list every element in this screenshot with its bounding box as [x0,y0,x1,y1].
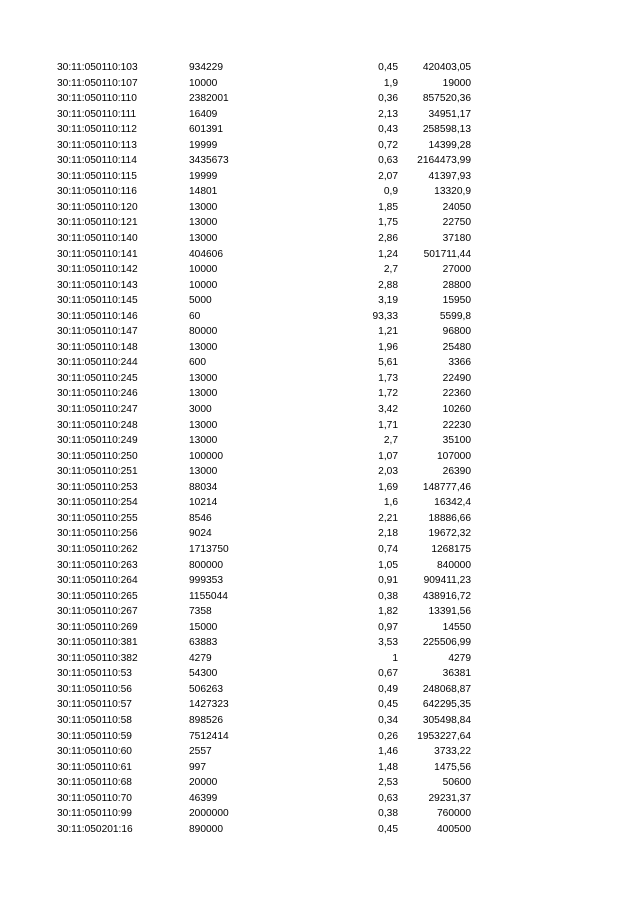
cadastral-number-cell: 30:11:050110:68 [57,777,132,789]
cadastral-number-cell: 30:11:050110:269 [57,621,138,633]
unit-price-cell: 0,63 [378,155,398,167]
unit-price-cell: 1,71 [378,419,398,431]
quantity-cell: 898526 [189,714,223,726]
cadastral-number-cell: 30:11:050110:244 [57,357,138,369]
total-value-cell: 501711,44 [423,248,471,260]
unit-price-cell: 1 [392,652,398,664]
cadastral-number-cell: 30:11:050110:120 [57,201,138,213]
quantity-cell: 100000 [189,450,223,462]
total-value-cell: 22230 [442,419,471,431]
unit-price-cell: 5,61 [378,357,398,369]
total-value-cell: 24050 [442,201,471,213]
table-row [0,418,640,434]
quantity-cell: 1427323 [189,699,229,711]
unit-price-cell: 0,91 [378,575,398,587]
quantity-cell: 1155044 [189,590,228,602]
unit-price-cell: 2,53 [378,777,398,789]
total-value-cell: 305498,84 [422,714,471,726]
unit-price-cell: 2,21 [378,512,398,524]
quantity-cell: 4279 [189,652,212,664]
table-row [0,666,640,682]
total-value-cell: 22360 [442,388,471,400]
table-row [0,340,640,356]
unit-price-cell: 2,13 [378,108,398,120]
total-value-cell: 34951,17 [428,108,471,120]
total-value-cell: 13391,56 [428,606,471,618]
table-row [0,153,640,169]
quantity-cell: 2000000 [189,808,229,820]
cadastral-number-cell: 30:11:050110:111 [57,108,137,120]
table-row [0,386,640,402]
unit-price-cell: 1,07 [378,450,398,462]
quantity-cell: 19999 [189,170,218,182]
table-row [0,402,640,418]
unit-price-cell: 0,9 [383,186,398,198]
quantity-cell: 15000 [189,621,218,633]
cadastral-number-cell: 30:11:050110:143 [57,279,138,291]
table-row [0,620,640,636]
table-row [0,138,640,154]
cadastral-number-cell: 30:11:050110:142 [57,264,138,276]
unit-price-cell: 2,03 [378,466,398,478]
table-row [0,76,640,92]
cadastral-number-cell: 30:11:050110:245 [57,372,138,384]
cadastral-number-cell: 30:11:050110:145 [57,295,138,307]
quantity-cell: 14801 [189,186,218,198]
table-row [0,558,640,574]
total-value-cell: 420403,05 [422,62,471,73]
total-value-cell: 22750 [442,217,471,229]
total-value-cell: 10260 [442,404,471,416]
table-row [0,231,640,247]
quantity-cell: 63883 [189,637,218,649]
table-row [0,355,640,371]
unit-price-cell: 3,42 [378,404,398,416]
cadastral-number-cell: 30:11:050110:147 [57,326,138,338]
unit-price-cell: 0,67 [378,668,398,680]
unit-price-cell: 2,86 [378,233,398,245]
cadastral-number-cell: 30:11:050110:253 [57,481,138,493]
total-value-cell: 22490 [442,372,471,384]
total-value-cell: 5599,8 [439,310,471,322]
quantity-cell: 8546 [189,512,212,524]
table-row [0,822,640,838]
unit-price-cell: 93,33 [372,310,398,322]
cadastral-number-cell: 30:11:050110:381 [57,637,138,649]
total-value-cell: 1953227,64 [417,730,471,742]
table-row [0,122,640,138]
total-value-cell: 3366 [448,357,471,369]
cadastral-number-cell: 30:11:050110:382 [57,652,138,664]
quantity-cell: 13000 [189,419,218,431]
quantity-cell: 13000 [189,217,218,229]
table-row [0,697,640,713]
cadastral-number-cell: 30:11:050110:267 [57,606,138,618]
cadastral-number-cell: 30:11:050110:247 [57,404,138,416]
table-row [0,604,640,620]
table-row [0,200,640,216]
total-value-cell: 28800 [442,279,471,291]
table-row [0,324,640,340]
unit-price-cell: 3,53 [378,637,398,649]
unit-price-cell: 2,18 [378,528,398,540]
quantity-cell: 19999 [189,139,218,151]
cadastral-number-cell: 30:11:050110:262 [57,543,138,555]
unit-price-cell: 2,88 [378,279,398,291]
cadastral-number-cell: 30:11:050110:107 [57,77,138,89]
unit-price-cell: 0,38 [378,590,398,602]
cadastral-number-cell: 30:11:050110:256 [57,528,138,540]
total-value-cell: 225506,99 [422,637,471,649]
table-row [0,169,640,185]
table-row [0,309,640,325]
cadastral-number-cell: 30:11:050110:61 [57,761,132,773]
quantity-cell: 999353 [189,575,223,587]
quantity-cell: 3000 [189,404,212,416]
cadastral-number-cell: 30:11:050110:255 [57,512,138,524]
table-row [0,247,640,263]
total-value-cell: 16342,4 [434,497,471,509]
unit-price-cell: 0,34 [378,714,398,726]
total-value-cell: 107000 [437,450,471,462]
quantity-cell: 890000 [189,823,223,835]
unit-price-cell: 2,7 [383,264,398,276]
unit-price-cell: 0,45 [378,823,398,835]
table-row [0,215,640,231]
quantity-cell: 934229 [189,62,223,73]
quantity-cell: 10214 [189,497,218,509]
quantity-cell: 2557 [189,746,212,758]
table-row [0,464,640,480]
cadastral-number-cell: 30:11:050110:56 [57,683,132,695]
total-value-cell: 909411,23 [423,575,471,587]
table-row [0,449,640,465]
total-value-cell: 19000 [442,77,471,89]
total-value-cell: 1268175 [431,543,471,555]
unit-price-cell: 0,45 [378,699,398,711]
total-value-cell: 27000 [442,264,471,276]
quantity-cell: 54300 [189,668,218,680]
total-value-cell: 41397,93 [428,170,471,182]
table-row [0,526,640,542]
total-value-cell: 26390 [442,466,471,478]
unit-price-cell: 0,26 [378,730,398,742]
unit-price-cell: 2,07 [378,170,398,182]
unit-price-cell: 1,46 [378,746,398,758]
cadastral-number-cell: 30:11:050110:60 [57,746,132,758]
quantity-cell: 13000 [189,388,218,400]
table-row [0,635,640,651]
quantity-cell: 7358 [189,606,212,618]
cadastral-number-cell: 30:11:050110:254 [57,497,138,509]
unit-price-cell: 1,9 [383,77,398,89]
unit-price-cell: 1,24 [378,248,398,260]
quantity-cell: 5000 [189,295,212,307]
cadastral-number-cell: 30:11:050110:99 [57,808,132,820]
quantity-cell: 9024 [189,528,212,540]
cadastral-number-cell: 30:11:050110:112 [57,124,137,136]
total-value-cell: 248068,87 [422,683,471,695]
unit-price-cell: 0,38 [378,808,398,820]
table-row [0,60,640,76]
quantity-cell: 13000 [189,372,218,384]
table-row [0,729,640,745]
cadastral-number-cell: 30:11:050110:249 [57,435,138,447]
unit-price-cell: 3,19 [378,295,398,307]
table-row [0,542,640,558]
unit-price-cell: 1,21 [378,326,398,338]
unit-price-cell: 1,85 [378,201,398,213]
quantity-cell: 404606 [189,248,223,260]
cadastral-number-cell: 30:11:050110:58 [57,714,132,726]
quantity-cell: 1713750 [189,543,229,555]
cadastral-number-cell: 30:11:050110:251 [57,466,138,478]
total-value-cell: 148777,46 [422,481,471,493]
unit-price-cell: 2,7 [383,435,398,447]
total-value-cell: 400500 [437,823,471,835]
cadastral-number-cell: 30:11:050110:70 [57,792,132,804]
quantity-cell: 13000 [189,233,218,245]
quantity-cell: 13000 [189,341,218,353]
cadastral-number-cell: 30:11:050110:116 [57,186,137,198]
cadastral-number-cell: 30:11:050110:248 [57,419,138,431]
quantity-cell: 997 [189,761,206,773]
total-value-cell: 96800 [442,326,471,338]
table-row [0,278,640,294]
quantity-cell: 60 [189,310,201,322]
quantity-cell: 13000 [189,435,218,447]
quantity-cell: 2382001 [189,93,229,105]
total-value-cell: 438916,72 [422,590,471,602]
cadastral-number-cell: 30:11:050110:103 [57,62,138,73]
cadastral-number-cell: 30:11:050110:59 [57,730,132,742]
data-table [0,60,640,837]
table-row [0,713,640,729]
table-row [0,511,640,527]
unit-price-cell: 1,72 [378,388,398,400]
cadastral-number-cell: 30:11:050110:141 [57,248,138,260]
unit-price-cell: 0,36 [378,93,398,105]
table-row [0,371,640,387]
cadastral-number-cell: 30:11:050110:110 [57,93,137,105]
total-value-cell: 19672,32 [428,528,471,540]
total-value-cell: 14550 [442,621,471,633]
unit-price-cell: 1,73 [378,372,398,384]
total-value-cell: 258598,13 [422,124,471,136]
unit-price-cell: 0,72 [378,139,398,151]
unit-price-cell: 1,69 [378,481,398,493]
table-row [0,262,640,278]
table-row [0,744,640,760]
unit-price-cell: 0,49 [378,683,398,695]
total-value-cell: 840000 [437,559,471,571]
table-row [0,91,640,107]
quantity-cell: 506263 [189,683,223,695]
unit-price-cell: 1,75 [378,217,398,229]
unit-price-cell: 1,48 [378,761,398,773]
table-row [0,791,640,807]
unit-price-cell: 0,97 [378,621,398,633]
quantity-cell: 7512414 [189,730,229,742]
cadastral-number-cell: 30:11:050110:146 [57,310,138,322]
total-value-cell: 2164473,99 [417,155,471,167]
quantity-cell: 10000 [189,279,218,291]
cadastral-number-cell: 30:11:050110:57 [57,699,132,711]
total-value-cell: 642295,35 [422,699,471,711]
total-value-cell: 4279 [448,652,471,664]
table-row [0,480,640,496]
total-value-cell: 1475,56 [434,761,471,773]
table-row [0,682,640,698]
cadastral-number-cell: 30:11:050110:265 [57,590,138,602]
cadastral-number-cell: 30:11:050110:121 [57,217,138,229]
cadastral-number-cell: 30:11:050110:113 [57,139,137,151]
table-row [0,806,640,822]
quantity-cell: 600 [189,357,206,369]
quantity-cell: 88034 [189,481,218,493]
total-value-cell: 857520,36 [422,93,471,105]
quantity-cell: 13000 [189,466,218,478]
table-row [0,293,640,309]
quantity-cell: 3435673 [189,155,229,167]
total-value-cell: 29231,37 [428,792,471,804]
total-value-cell: 35100 [442,435,471,447]
cadastral-number-cell: 30:11:050201:16 [57,823,133,835]
total-value-cell: 37180 [442,233,471,245]
cadastral-number-cell: 30:11:050110:246 [57,388,138,400]
unit-price-cell: 0,43 [378,124,398,136]
quantity-cell: 13000 [189,201,218,213]
quantity-cell: 16409 [189,108,218,120]
unit-price-cell: 0,45 [378,62,398,73]
table-row [0,573,640,589]
cadastral-number-cell: 30:11:050110:114 [57,155,137,167]
quantity-cell: 20000 [189,777,218,789]
total-value-cell: 3733,22 [434,746,471,758]
quantity-cell: 46399 [189,792,218,804]
unit-price-cell: 1,96 [378,341,398,353]
total-value-cell: 760000 [437,808,471,820]
unit-price-cell: 1,6 [383,497,398,509]
table-row [0,589,640,605]
total-value-cell: 50600 [442,777,471,789]
total-value-cell: 18886,66 [428,512,471,524]
total-value-cell: 25480 [442,341,471,353]
cadastral-number-cell: 30:11:050110:250 [57,450,138,462]
quantity-cell: 800000 [189,559,223,571]
table-row [0,651,640,667]
table-row [0,775,640,791]
unit-price-cell: 0,74 [378,543,398,555]
cadastral-number-cell: 30:11:050110:264 [57,575,138,587]
cadastral-number-cell: 30:11:050110:263 [57,559,138,571]
quantity-cell: 601391 [189,124,223,136]
cadastral-number-cell: 30:11:050110:115 [57,170,137,182]
cadastral-number-cell: 30:11:050110:148 [57,341,138,353]
total-value-cell: 13320,9 [434,186,471,198]
quantity-cell: 80000 [189,326,218,338]
table-row [0,184,640,200]
total-value-cell: 15950 [442,295,471,307]
cadastral-number-cell: 30:11:050110:53 [57,668,132,680]
table-row [0,433,640,449]
quantity-cell: 10000 [189,77,218,89]
unit-price-cell: 0,63 [378,792,398,804]
quantity-cell: 10000 [189,264,218,276]
total-value-cell: 14399,28 [428,139,471,151]
table-row [0,760,640,776]
unit-price-cell: 1,05 [378,559,398,571]
table-row [0,107,640,123]
unit-price-cell: 1,82 [378,606,398,618]
table-row [0,495,640,511]
cadastral-number-cell: 30:11:050110:140 [57,233,138,245]
total-value-cell: 36381 [442,668,471,680]
